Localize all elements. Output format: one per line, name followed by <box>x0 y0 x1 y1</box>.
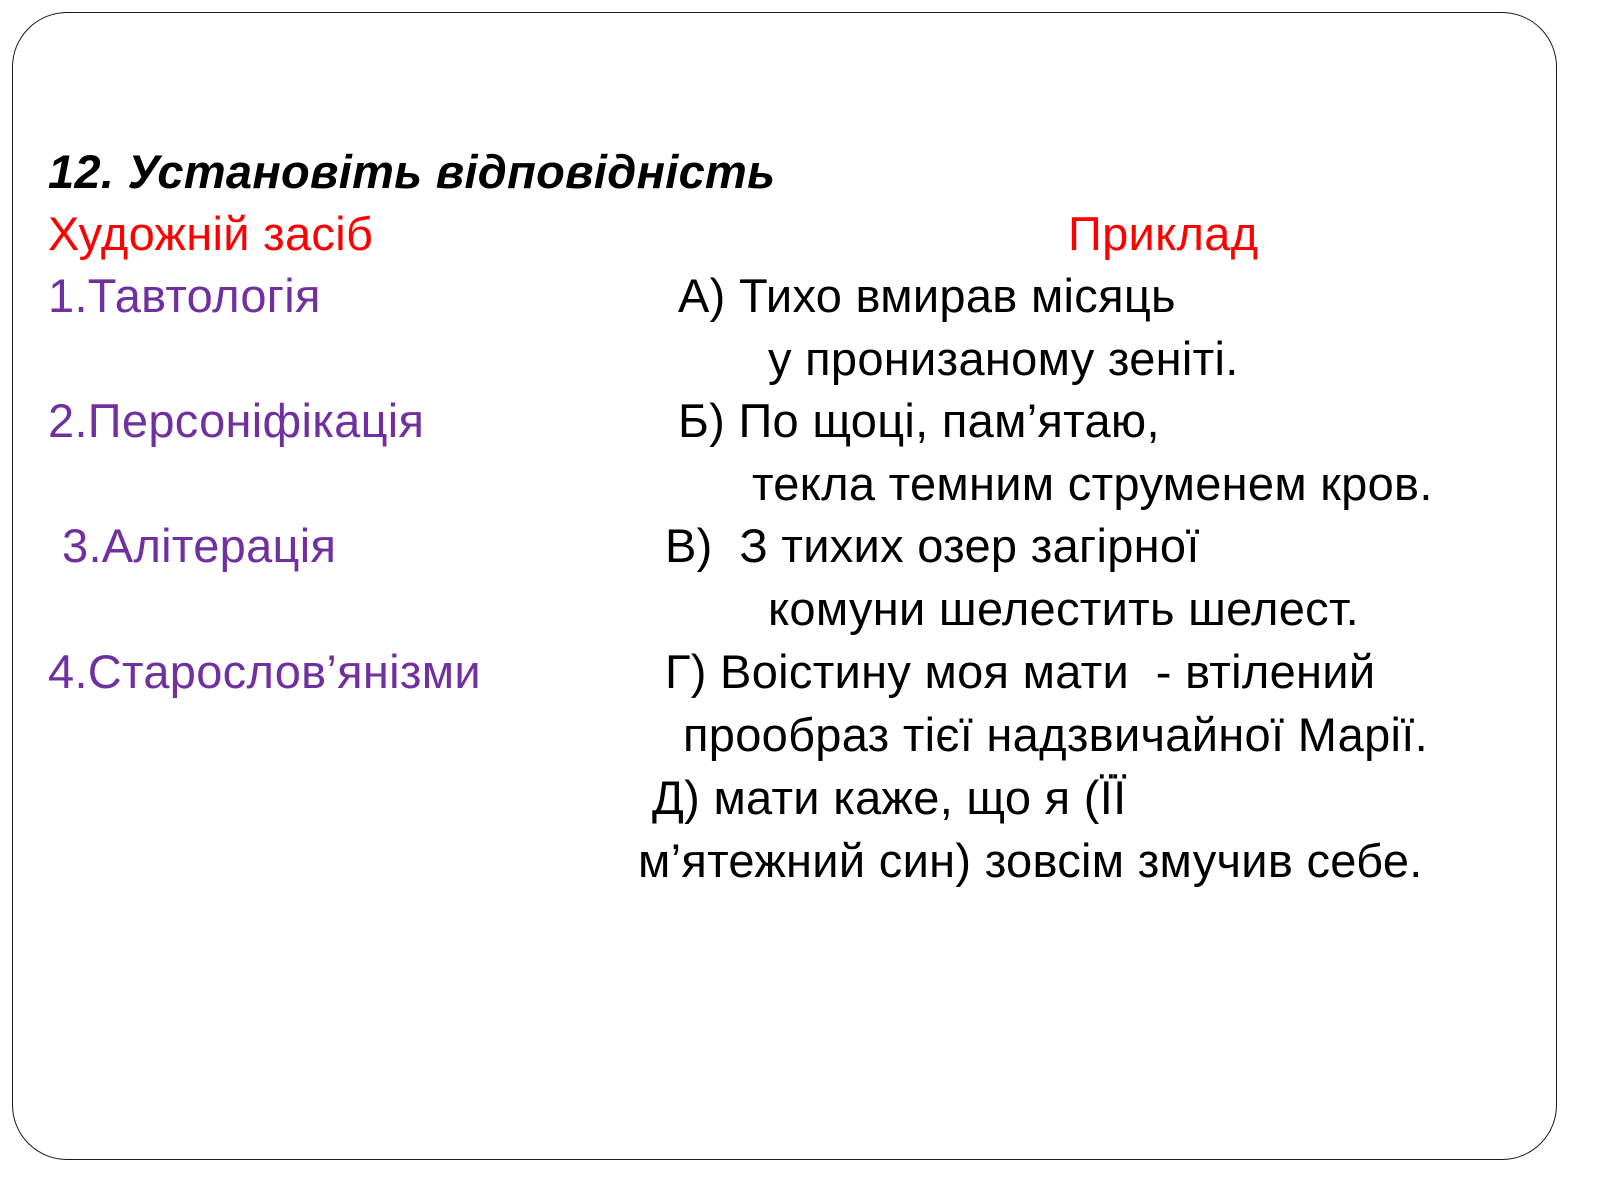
device-2: 2.Персоніфікація <box>48 394 425 447</box>
example-d-line2: прообраз тієї надзвичайної Марії. <box>683 708 1429 761</box>
device-1: 1.Тавтологія <box>48 269 321 322</box>
example-d-line1: Г) Воістину моя мати - втілений <box>665 645 1376 698</box>
example-a-line1: А) Тихо вмирав місяць <box>678 269 1176 322</box>
example-e-line2: м’ятежний син) зовсім змучив себе. <box>638 834 1423 887</box>
example-b-line2: текла темним струменем кров. <box>752 457 1433 510</box>
header-device: Художній засіб <box>48 207 374 260</box>
example-e-line1: Д) мати каже, що я (ЇЇ <box>652 771 1127 824</box>
example-c-line1: В) З тихих озер загірної <box>665 519 1200 572</box>
device-3: 3.Алітерація <box>62 519 337 572</box>
device-4: 4.Старослов’янізми <box>48 645 481 698</box>
example-c-line2: комуни шелестить шелест. <box>768 582 1359 635</box>
slide-title: 12. Установіть відповідність <box>48 145 776 198</box>
header-example: Приклад <box>1068 207 1259 260</box>
example-a-line2: у пронизаному зеніті. <box>768 332 1239 385</box>
example-b-line1: Б) По щоці, пам’ятаю, <box>678 394 1160 447</box>
